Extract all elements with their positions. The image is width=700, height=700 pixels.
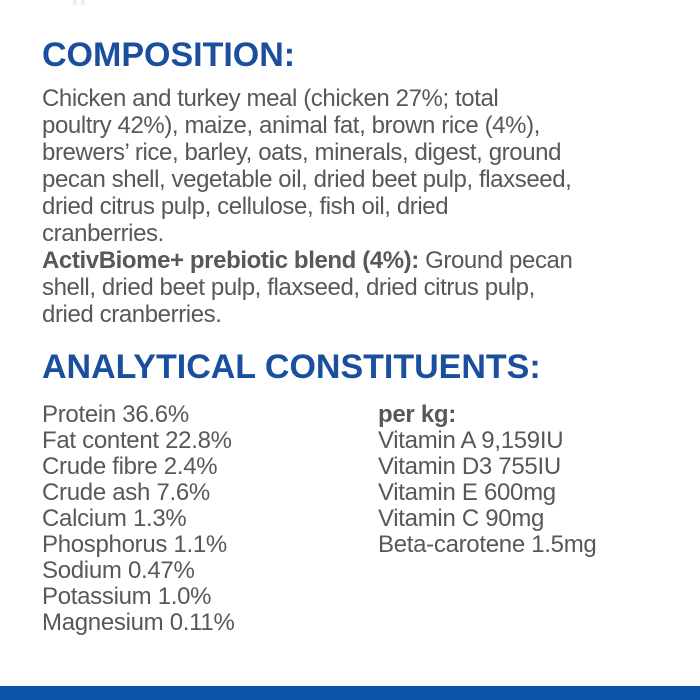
composition-text	[42, 85, 572, 328]
analytical-left-column	[42, 402, 235, 636]
composition-line: pecan shell, vegetable oil, dried beet pulp, flaxseed,	[42, 166, 572, 193]
bottom-blue-bar	[0, 686, 700, 700]
composition-heading: COMPOSITION:	[42, 36, 296, 74]
activbiome-blend-line	[42, 247, 572, 274]
nutrient-value: Crude fibre 2.4%	[42, 453, 218, 480]
composition-line: cranberries.	[42, 220, 164, 247]
nutrient-value: Calcium 1.3%	[42, 505, 187, 532]
composition-line: Chicken and turkey meal (chicken 27%; total	[42, 85, 499, 112]
vitamin-value: Vitamin C 90mg	[378, 505, 545, 532]
nutrient-value: Sodium 0.47%	[42, 557, 195, 584]
activbiome-blend-line: dried cranberries.	[42, 301, 222, 328]
nutrient-value: Fat content 22.8%	[42, 427, 232, 454]
nutrient-value: Magnesium 0.11%	[42, 609, 235, 636]
composition-line: poultry 42%), maize, animal fat, brown rice (4%),	[42, 112, 540, 139]
composition-line: brewers’ rice, barley, oats, minerals, digest, ground	[42, 139, 562, 166]
vitamin-value: Beta-carotene 1.5mg	[378, 531, 597, 558]
composition-line: dried citrus pulp, cellulose, fish oil, dried	[42, 193, 449, 220]
analytical-constituents-heading: ANALYTICAL CONSTITUENTS:	[42, 348, 541, 386]
vitamin-value: Vitamin D3 755IU	[378, 453, 561, 480]
vitamin-value: Vitamin A 9,159IU	[378, 427, 564, 454]
nutrient-value: Potassium 1.0%	[42, 583, 212, 610]
activbiome-blend-line: shell, dried beet pulp, flaxseed, dried citrus pulp,	[42, 274, 535, 301]
activbiome-blend-rest: Ground pecan	[418, 247, 573, 274]
nutrient-value: Phosphorus 1.1%	[42, 531, 227, 558]
top-crop-artifact	[73, 0, 87, 5]
analytical-right-column	[378, 402, 596, 558]
activbiome-blend-label: ActivBiome+ prebiotic blend (4%):	[42, 247, 419, 274]
nutrient-value: Crude ash 7.6%	[42, 479, 210, 506]
vitamin-value: Vitamin E 600mg	[378, 479, 556, 506]
per-kg-heading: per kg:	[378, 401, 456, 428]
nutrient-value: Protein 36.6%	[42, 401, 189, 428]
